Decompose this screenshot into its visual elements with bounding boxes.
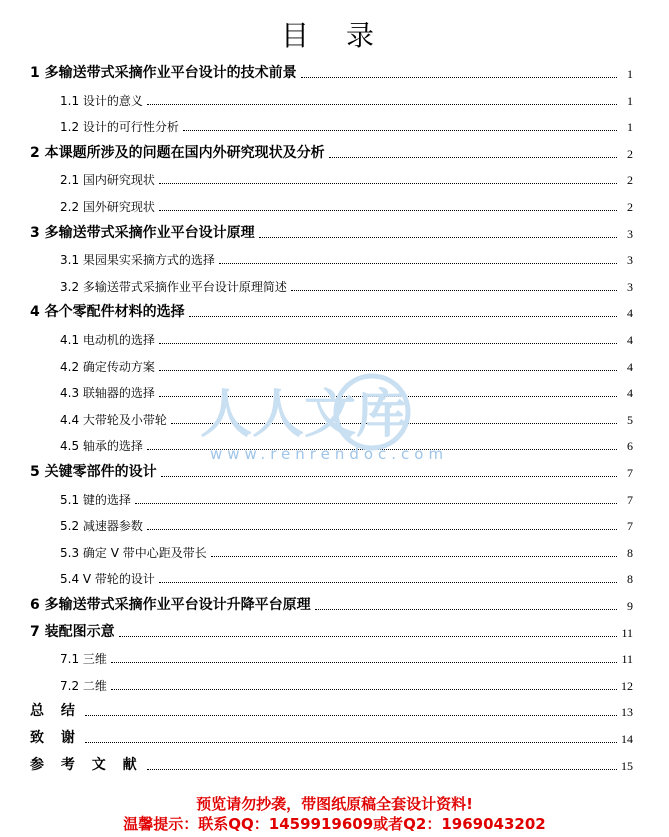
watermark-url: www.renrendoc.com — [210, 445, 449, 463]
watermark-logo-text: 人人文库 — [200, 385, 409, 445]
toc-row — [0, 514, 669, 534]
toc-entry-title: 7 装配图示意 — [30, 623, 115, 640]
toc-entry-title: 5.4 V 带轮的设计 — [60, 572, 155, 587]
toc-entry-title: 3 多输送带式采摘作业平台设计原理 — [30, 224, 255, 241]
toc-entry-title: 5.1 键的选择 — [60, 492, 131, 507]
toc-leader-dots — [211, 556, 617, 557]
toc-leader-dots — [135, 503, 617, 504]
toc-entry-title: 4.5 轴承的选择 — [60, 439, 143, 454]
toc-row — [0, 195, 669, 215]
toc-page-number: 2 — [627, 173, 633, 188]
toc-entry-title: 2 本课题所涉及的问题在国内外研究现状及分析 — [30, 144, 325, 161]
toc-page-number: 12 — [621, 678, 633, 693]
toc-entry[interactable] — [30, 62, 633, 82]
toc-entry[interactable] — [60, 195, 633, 215]
toc-entry-title: 5 关键零部件的设计 — [30, 464, 157, 480]
toc-entry[interactable] — [60, 248, 633, 268]
promo-line-1: 预览请勿抄袭，带图纸原稿全套设计资料! — [196, 795, 473, 813]
toc-entry-title: 1 多输送带式采摘作业平台设计的技术前景 — [30, 65, 297, 81]
toc-leader-dots — [111, 689, 617, 690]
toc-entry[interactable] — [60, 115, 633, 135]
toc-entry[interactable] — [60, 647, 633, 667]
toc-entry[interactable] — [60, 328, 633, 348]
toc-page-number: 14 — [621, 732, 633, 746]
toc-entry-title: 4.1 电动机的选择 — [60, 333, 155, 347]
toc-leader-dots — [159, 183, 617, 184]
toc-row — [0, 461, 669, 481]
toc-entry[interactable] — [30, 222, 633, 242]
toc-page-number: 7 — [627, 519, 633, 534]
toc-page-number: 15 — [621, 758, 633, 773]
toc-entry-title: 3.2 多输送带式采摘作业平台设计原理简述 — [60, 279, 287, 294]
toc-entry[interactable] — [30, 594, 633, 614]
toc-entry-title: 3.1 果园果实采摘方式的选择 — [60, 253, 215, 268]
toc-leader-dots — [147, 104, 617, 105]
toc-row — [0, 408, 669, 428]
toc-entry-title: 7.1 三维 — [60, 652, 107, 667]
toc-leader-dots — [85, 715, 617, 716]
toc-entry-title: 5.3 确定 V 带中心距及带长 — [60, 545, 207, 560]
toc-row — [0, 62, 669, 82]
toc-row — [0, 222, 669, 242]
toc-entry[interactable] — [60, 168, 633, 188]
toc-page-number: 3 — [627, 226, 633, 241]
toc-entry-title: 4 各个零配件材料的选择 — [30, 304, 185, 321]
toc-page-number: 9 — [627, 599, 633, 613]
toc-row — [0, 567, 669, 587]
toc-entry[interactable] — [60, 355, 633, 375]
toc-leader-dots — [291, 290, 617, 291]
toc-row — [0, 301, 669, 321]
toc-row — [0, 381, 669, 401]
toc-entry-title: 4.3 联轴器的选择 — [60, 386, 155, 401]
toc-row — [0, 355, 669, 375]
toc-leader-dots — [159, 343, 617, 344]
toc-entry[interactable] — [60, 488, 633, 508]
toc-leader-dots — [111, 662, 617, 663]
toc-leader-dots — [159, 582, 617, 583]
toc-leader-dots — [147, 769, 617, 770]
toc-entry-title: 4.4 大带轮及小带轮 — [60, 412, 167, 427]
toc-entry[interactable] — [30, 700, 633, 720]
toc-page-number: 8 — [627, 572, 633, 587]
toc-leader-dots — [329, 157, 617, 158]
toc-entry[interactable] — [60, 381, 633, 401]
toc-entry-title: 总 结 — [30, 703, 81, 720]
toc-leader-dots — [259, 237, 617, 238]
toc-page-number: 1 — [627, 120, 633, 135]
toc-leader-dots — [171, 423, 617, 424]
toc-entry-title: 致 谢 — [30, 730, 81, 746]
toc-page-number: 1 — [627, 93, 633, 108]
toc-entry[interactable] — [30, 301, 633, 321]
toc-entry[interactable] — [60, 514, 633, 534]
toc-row — [0, 674, 669, 694]
toc-entry-title: 7.2 二维 — [60, 678, 107, 693]
toc-entry-title: 4.2 确定传动方案 — [60, 359, 155, 374]
toc-row — [0, 89, 669, 109]
toc-row — [0, 700, 669, 720]
toc-entry-title: 5.2 减速器参数 — [60, 519, 143, 534]
toc-entry[interactable] — [60, 567, 633, 587]
toc-page-number: 4 — [627, 333, 633, 347]
toc-leader-dots — [119, 636, 617, 637]
toc-entry[interactable] — [30, 461, 633, 481]
toc-entry[interactable] — [30, 727, 633, 747]
toc-page-number: 3 — [627, 279, 633, 294]
toc-leader-dots — [183, 130, 617, 131]
toc-leader-dots — [315, 609, 617, 610]
toc-leader-dots — [189, 316, 617, 317]
toc-leader-dots — [85, 742, 617, 743]
toc-row — [0, 115, 669, 135]
toc-leader-dots — [159, 370, 617, 371]
toc-entry-title: 1.1 设计的意义 — [60, 93, 143, 108]
toc-leader-dots — [219, 263, 617, 264]
toc-entry-title: 1.2 设计的可行性分析 — [60, 120, 179, 135]
toc-entry[interactable] — [30, 621, 633, 641]
toc-leader-dots — [147, 529, 617, 530]
toc-entry[interactable] — [60, 541, 633, 561]
toc-row — [0, 328, 669, 348]
toc-leader-dots — [159, 210, 617, 211]
toc-row — [0, 275, 669, 295]
toc-title: 目 录 — [281, 19, 388, 52]
toc-page-number: 7 — [627, 492, 633, 507]
toc-page-number: 2 — [627, 146, 633, 161]
toc-row — [0, 594, 669, 614]
toc-entry[interactable] — [60, 408, 633, 428]
toc-page-number: 4 — [627, 306, 633, 321]
toc-row — [0, 142, 669, 162]
toc-entry[interactable] — [30, 142, 633, 162]
toc-page-number: 7 — [627, 466, 633, 480]
toc-row — [0, 621, 669, 641]
toc-page-number: 3 — [627, 253, 633, 268]
toc-page-number: 4 — [627, 386, 633, 401]
toc-leader-dots — [159, 396, 617, 397]
promo-line-2: 温馨提示：联系QQ：1459919609或者Q2：1969043202 — [123, 815, 546, 833]
toc-entry[interactable] — [30, 754, 633, 774]
toc-entry[interactable] — [60, 89, 633, 109]
toc-page-number: 11 — [621, 652, 633, 667]
toc-row — [0, 488, 669, 508]
toc-page-number: 11 — [621, 625, 633, 640]
toc-row — [0, 727, 669, 747]
toc-page-number: 6 — [627, 439, 633, 454]
toc-page-number: 8 — [627, 545, 633, 560]
toc-entry-title: 参 考 文 献 — [30, 756, 143, 773]
toc-row — [0, 168, 669, 188]
toc-entry-title: 2.2 国外研究现状 — [60, 200, 155, 214]
toc-leader-dots — [301, 77, 617, 78]
toc-page-number: 4 — [627, 359, 633, 374]
toc-entry-title: 2.1 国内研究现状 — [60, 173, 155, 188]
toc-leader-dots — [161, 476, 617, 477]
toc-row — [0, 248, 669, 268]
toc-entry[interactable] — [60, 674, 633, 694]
toc-page-number: 13 — [621, 705, 633, 720]
toc-row — [0, 647, 669, 667]
toc-row — [0, 541, 669, 561]
toc-row — [0, 754, 669, 774]
toc-page-number: 1 — [627, 67, 633, 81]
toc-entry-title: 6 多输送带式采摘作业平台设计升降平台原理 — [30, 597, 311, 613]
toc-entry[interactable] — [60, 275, 633, 295]
toc-page-number: 5 — [627, 412, 633, 427]
toc-page-number: 2 — [627, 200, 633, 214]
